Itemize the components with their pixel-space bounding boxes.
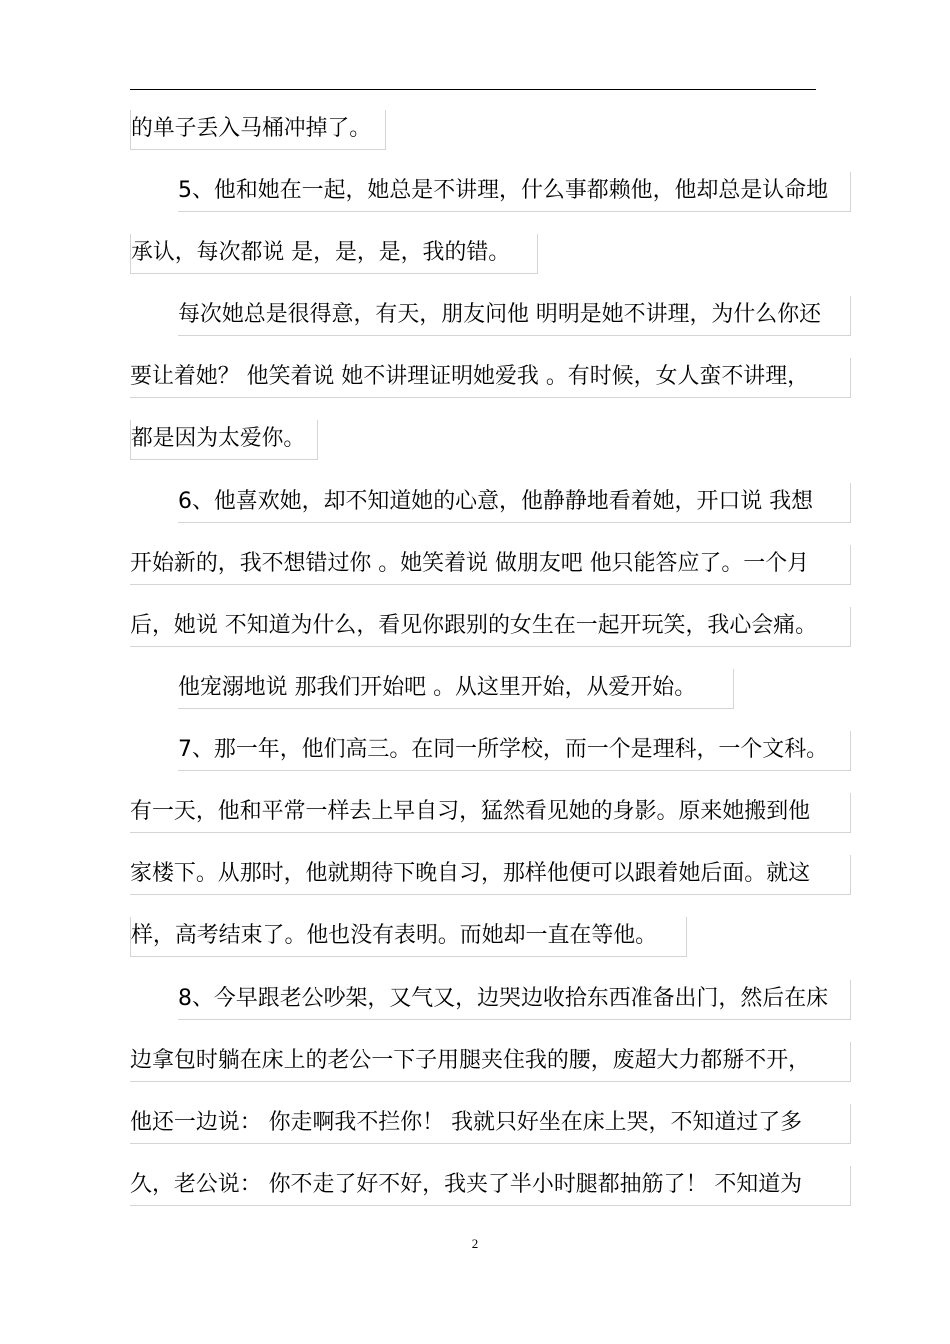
text-line: 他还一边说： 你走啊我不拦你！ 我就只好坐在床上哭，不知道过了多 xyxy=(130,1104,851,1144)
text-line: 8、今早跟老公吵架，又气又，边哭边收拾东西准备出门，然后在床 xyxy=(178,980,851,1020)
text-line: 久，老公说： 你不走了好不好，我夹了半小时腿都抽筋了！ 不知道为 xyxy=(130,1166,851,1206)
text-line: 有一天，他和平常一样去上早自习，猛然看见她的身影。原来她搬到他 xyxy=(130,793,851,833)
text-line: 7、那一年，他们高三。在同一所学校，而一个是理科，一个文科。 xyxy=(178,731,851,771)
text-line: 开始新的，我不想错过你 。她笑着说 做朋友吧 他只能答应了。一个月 xyxy=(130,545,851,585)
text-line: 每次她总是很得意，有天，朋友问他 明明是她不讲理，为什么你还 xyxy=(178,296,851,336)
text-line: 承认，每次都说 是，是，是，我的错。 xyxy=(130,234,538,274)
text-line: 都是因为太爱你。 xyxy=(130,420,318,460)
text-line: 6、他喜欢她，却不知道她的心意，他静静地看着她，开口说 我想 xyxy=(178,483,851,523)
page-number: 2 xyxy=(471,1236,479,1251)
text-line: 样，高考结束了。他也没有表明。而她却一直在等他。 xyxy=(130,917,687,957)
text-line: 的单子丢入马桶冲掉了。 xyxy=(130,110,386,150)
header-rule xyxy=(130,89,816,90)
text-line: 他宠溺地说 那我们开始吧 。从这里开始，从爱开始。 xyxy=(178,669,734,709)
text-line: 边拿包时躺在床上的老公一下子用腿夹住我的腰，废超大力都掰不开， xyxy=(130,1042,851,1082)
text-line: 后，她说 不知道为什么，看见你跟别的女生在一起开玩笑，我心会痛。 xyxy=(130,607,851,647)
text-line: 家楼下。从那时，他就期待下晚自习，那样他便可以跟着她后面。就这 xyxy=(130,855,851,895)
text-line: 5、他和她在一起，她总是不讲理，什么事都赖他，他却总是认命地 xyxy=(178,172,851,212)
text-line: 要让着她？ 他笑着说 她不讲理证明她爱我 。有时候，女人蛮不讲理， xyxy=(130,358,851,398)
